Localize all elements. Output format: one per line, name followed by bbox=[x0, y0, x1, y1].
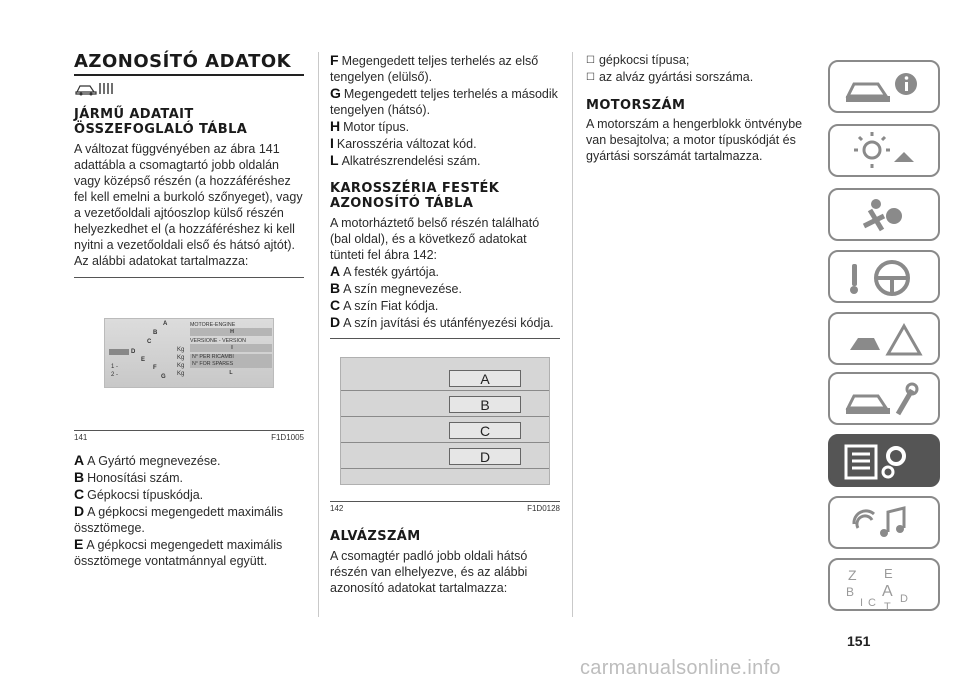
plate-g: G bbox=[161, 374, 166, 380]
plate-right-block bbox=[190, 322, 272, 376]
plate-ricambi: N° PER RICAMBI bbox=[192, 354, 234, 360]
figure-top-rule bbox=[74, 277, 304, 278]
list-item: F Megengedett teljes terhelés az első tengelyen (elülső). bbox=[330, 52, 539, 84]
paint-plate-figure bbox=[340, 357, 550, 485]
column-2 bbox=[330, 52, 560, 596]
svg-text:A: A bbox=[882, 583, 893, 600]
plate-kg-4: Kg bbox=[177, 371, 185, 377]
svg-text:T: T bbox=[884, 601, 891, 610]
figure-code: F1D0128 bbox=[527, 504, 560, 513]
chassis-text: A csomagtér padló jobb oldali hátsó részén van elhelyezve, és az alábbi azonosító adatokat tartalmazza: bbox=[330, 549, 528, 595]
plate-l: L bbox=[229, 370, 233, 376]
plate-kg-2: Kg bbox=[177, 355, 185, 361]
alphabet-index-icon bbox=[844, 566, 924, 610]
plate-b: B bbox=[153, 330, 158, 336]
plate-motore: MOTORE-ENGINE bbox=[190, 322, 236, 328]
svg-text:I: I bbox=[860, 597, 864, 609]
figure-caption bbox=[74, 431, 304, 442]
column-divider bbox=[318, 52, 319, 617]
paint-intro: A motorháztető belső részén található (bal oldal), és a következő adatokat tünteti fel ábra 142: bbox=[330, 216, 540, 262]
list-item: A A festék gyártója. bbox=[330, 263, 440, 279]
subsection-title: KAROSSZÉRIA FESTÉK AZONOSÍTÓ TÁBLA bbox=[330, 181, 500, 211]
vehicle-data-plate-figure bbox=[104, 318, 274, 388]
plate-kg-1: Kg bbox=[177, 347, 185, 353]
car-info-icon bbox=[844, 68, 924, 108]
tab-safety-lights[interactable] bbox=[828, 124, 940, 177]
subsection-title: JÁRMŰ ADATAIT ÖSSZEFOGLALÓ TÁBLA bbox=[74, 107, 248, 137]
plate-item-list-continued bbox=[330, 52, 560, 169]
watermark: carmanualsonline.info bbox=[580, 657, 781, 679]
list-item: D A szín javítási és utánfényezési kódja. bbox=[330, 314, 554, 330]
column-divider bbox=[572, 52, 573, 617]
svg-text:B: B bbox=[846, 585, 855, 599]
list-item: ☐ gépkocsi típusa; bbox=[586, 52, 816, 69]
list-item: A A Gyártó megnevezése. bbox=[74, 452, 221, 468]
plate-logo bbox=[109, 349, 129, 355]
airbag-seat-icon bbox=[844, 196, 924, 236]
tab-emergency[interactable] bbox=[828, 312, 940, 365]
subsection-title: ALVÁZSZÁM bbox=[330, 529, 421, 544]
list-item: ☐ az alváz gyártási sorszáma. bbox=[586, 69, 816, 86]
plate-spares-cell bbox=[190, 354, 272, 368]
engine-text: A motorszám a hengerblokk öntvénybe van besajtolva; a motor típuskódját és gyártási sorszámát tartalmazza. bbox=[586, 117, 803, 163]
plate-c: C bbox=[147, 339, 152, 345]
svg-text:C: C bbox=[868, 597, 876, 609]
paint-box-c: C bbox=[449, 422, 521, 439]
figure-top-rule bbox=[330, 338, 560, 339]
list-item: C Gépkocsi típuskódja. bbox=[74, 486, 204, 502]
multimedia-icon bbox=[844, 504, 924, 544]
plate-kg-3: Kg bbox=[177, 363, 185, 369]
paint-item-list bbox=[330, 263, 560, 331]
plate-item-list bbox=[74, 452, 304, 569]
figure-code: F1D1005 bbox=[271, 433, 304, 442]
tab-index[interactable] bbox=[828, 558, 940, 611]
plate-h: H bbox=[190, 328, 272, 336]
car-wrench-icon bbox=[844, 380, 924, 420]
plate-e: E bbox=[141, 357, 146, 363]
list-item: H Motor típus. bbox=[330, 118, 410, 134]
list-item: D A gépkocsi megengedett maximális össztömege. bbox=[74, 503, 284, 535]
figure-number: 141 bbox=[74, 433, 88, 442]
list-item: B A szín megnevezése. bbox=[330, 280, 462, 296]
list-item: E A gépkocsi megengedett maximális össztömege vontatmánnyal együtt. bbox=[74, 536, 283, 568]
plate-spares: N° FOR SPARES bbox=[192, 361, 234, 367]
list-item: I Karosszéria változat kód. bbox=[330, 135, 477, 151]
plate-line2: 2 - bbox=[111, 372, 119, 378]
list-item: G Megengedett teljes terhelés a második tengelyen (hátsó). bbox=[330, 85, 558, 117]
emergency-triangle-icon bbox=[844, 320, 924, 360]
list-item: L Alkatrészrendelési szám. bbox=[330, 152, 481, 168]
column-3 bbox=[586, 52, 816, 164]
list-item: C A szín Fiat kódja. bbox=[330, 297, 439, 313]
technical-data-icon bbox=[844, 442, 924, 482]
plate-intro: A változat függvényében az ábra 141 adattábla a csomagtartó jobb oldalán vagy középső részén (a hozzáféréshez fel kell emelni a burkoló szőnyeget), vagy a vezetőoldali ajtóoszlop külső részén helyezkedhet el (a hozzáféréshez ki kell nyitni a vezetőoldali első és hátsó ajtót). Az alábbi adatokat tartalmazza: bbox=[74, 142, 303, 268]
tab-starting-driving[interactable] bbox=[828, 250, 940, 303]
plate-a: A bbox=[163, 321, 168, 327]
plate-versione: VERSIONE - VERSION bbox=[190, 338, 246, 344]
paint-box-d: D bbox=[449, 448, 521, 465]
paint-box-b: B bbox=[449, 396, 521, 413]
steering-wheel-icon bbox=[844, 258, 924, 298]
figure-number: 142 bbox=[330, 504, 344, 513]
car-info-icon bbox=[74, 80, 304, 101]
tab-technical-data[interactable] bbox=[828, 434, 940, 487]
plate-f: F bbox=[153, 365, 157, 371]
svg-text:E: E bbox=[884, 566, 893, 581]
tab-dashboard[interactable] bbox=[828, 60, 940, 113]
list-item: B Honosítási szám. bbox=[74, 469, 183, 485]
paint-box-a: A bbox=[449, 370, 521, 387]
svg-text:D: D bbox=[900, 593, 908, 605]
column-1 bbox=[74, 52, 304, 569]
tab-multimedia[interactable] bbox=[828, 496, 940, 549]
section-title: AZONOSÍTÓ ADATOK bbox=[74, 51, 292, 72]
svg-text:Z: Z bbox=[848, 567, 857, 583]
plate-i: I bbox=[190, 344, 272, 352]
tab-maintenance[interactable] bbox=[828, 372, 940, 425]
page-number: 151 bbox=[847, 633, 871, 649]
plate-line1: 1 - bbox=[111, 364, 119, 370]
tab-safety[interactable] bbox=[828, 188, 940, 241]
warning-light-icon bbox=[844, 132, 924, 172]
title-rule bbox=[74, 74, 304, 76]
plate-d: D bbox=[131, 349, 136, 355]
subsection-title: MOTORSZÁM bbox=[586, 98, 686, 113]
figure-caption bbox=[330, 502, 560, 513]
